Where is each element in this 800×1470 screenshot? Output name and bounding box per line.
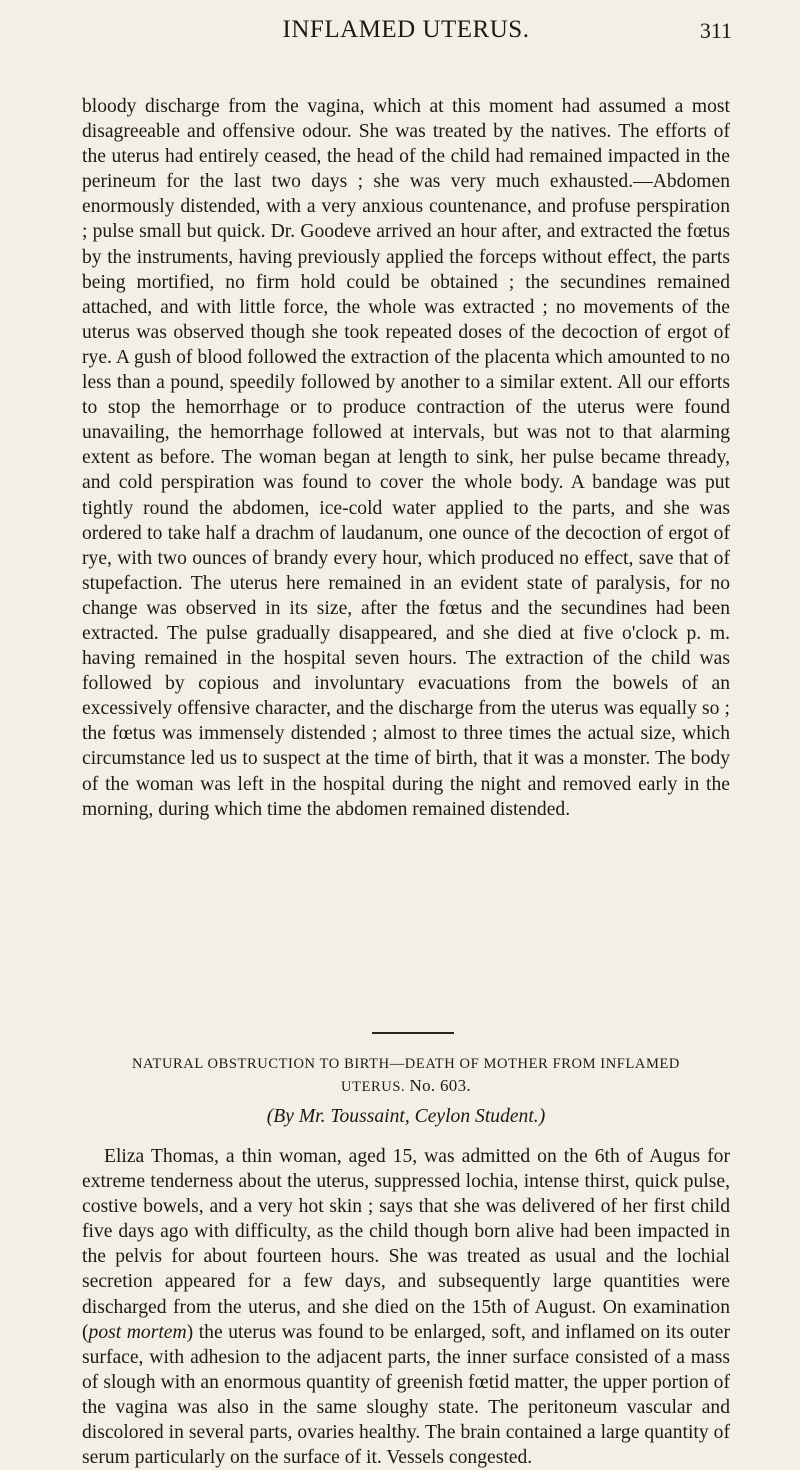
section-divider [372,1032,454,1034]
paragraph-text-start: Eliza Thomas, a thin woman, aged 15, was admitted on the 6th of Augus for extreme tenderness about the uterus, suppressed lochia, intense thirst, quick pulse, costive bowels, and a very hot skin ; says that she was delivered of her first child five days ago with difficulty, as the child though born alive had been impacted in the pelvis for about fourteen hours. She was treated as usual and the lochial secretion appeared for a few days, and subsequently large quantities were discharged from the uterus, and she died on the 15th of August. On examination ( [82,1146,730,1343]
running-head [80,14,732,54]
page-number: 311 [699,18,732,43]
case-heading-line-2 [82,1075,730,1098]
italic-term: post mortem [88,1321,187,1343]
case-heading [82,1053,730,1098]
paragraph-text-end: ) the uterus was found to be enlarged, soft, and inflamed on its outer surface, with adhesion to the adjacent parts, the inner surface consisted of a mass of slough with an enormous quantity of greenish fœtid matter, the upper portion of the vagina was also in the same sloughy state. The peritoneum vascular and discolored in several parts, ovaries healthy. The brain contained a large quantity of serum particularly on the surface of it. Vessels congested. [82,1321,730,1469]
author-byline: (By Mr. Toussaint, Ceylon Student.) [266,1106,546,1127]
case-number: No. 603. [409,1076,471,1095]
paragraph: bloody discharge from the vagina, which at this moment had assumed a most disagreeable and offensive odour. She was treated by the natives. The efforts of the uterus had entirely ceased, the head of the child had remained impacted in the perineum for the last two days ; she was very much exhausted.—Abdomen enormously distended, with a very anxious countenance, and profuse perspiration ; pulse small but quick. Dr. Goodeve arrived an hour after, and extracted the fœtus by the instruments, having previously applied the forceps without effect, the parts being mortified, no firm hold could be obtained ; the secundines remained attached, and with little force, the whole was extracted ; no movements of the uterus was observed though she took repeated doses of the decoction of ergot of rye. A gush of blood followed the extraction of the placenta which amounted to no less than a pound, speedily followed by another to a similar extent. All our efforts to stop the hemorrhage or to produce contraction of the uterus were found unavailing, the hemorrhage followed at intervals, but was not to that alarming extent as before. The woman began at length to sink, her pulse became thready, and cold perspiration was found to cover the whole body. A bandage was put tightly round the abdomen, ice-cold water applied to the parts, and she was ordered to take half a drachm of laudanum, one ounce of the decoction of ergot of rye, with two ounces of brandy every hour, which produced no effect, save that of stupefaction. The uterus here remained in an evident state of paralysis, for no change was observed in its size, after the fœtus and the secundines had been extracted. The pulse gradually disappeared, and she died at five o'clock p. m. having remained in the hospital seven hours. The extraction of the child was followed by copious and involuntary evacuations from the bowels of an excessively offensive character, and the discharge from the uterus was equally so ; the fœtus was immensely distended ; almost to three times the actual size, which circumstance led us to suspect at the time of birth, that it was a monster. The body of the woman was left in the hospital during the night and removed early in the morning, during which time the abdomen remained distended. [82,96,730,820]
paragraph [82,1144,730,1470]
case-heading-line-1: NATURAL OBSTRUCTION TO BIRTH—DEATH OF MOTHER FROM INFLAMED [131,1056,681,1072]
case-report-text [82,1144,730,1470]
case-heading-uterus: UTERUS. [341,1079,406,1095]
running-title: INFLAMED UTERUS. [282,16,530,43]
case-continuation-text [82,94,730,822]
